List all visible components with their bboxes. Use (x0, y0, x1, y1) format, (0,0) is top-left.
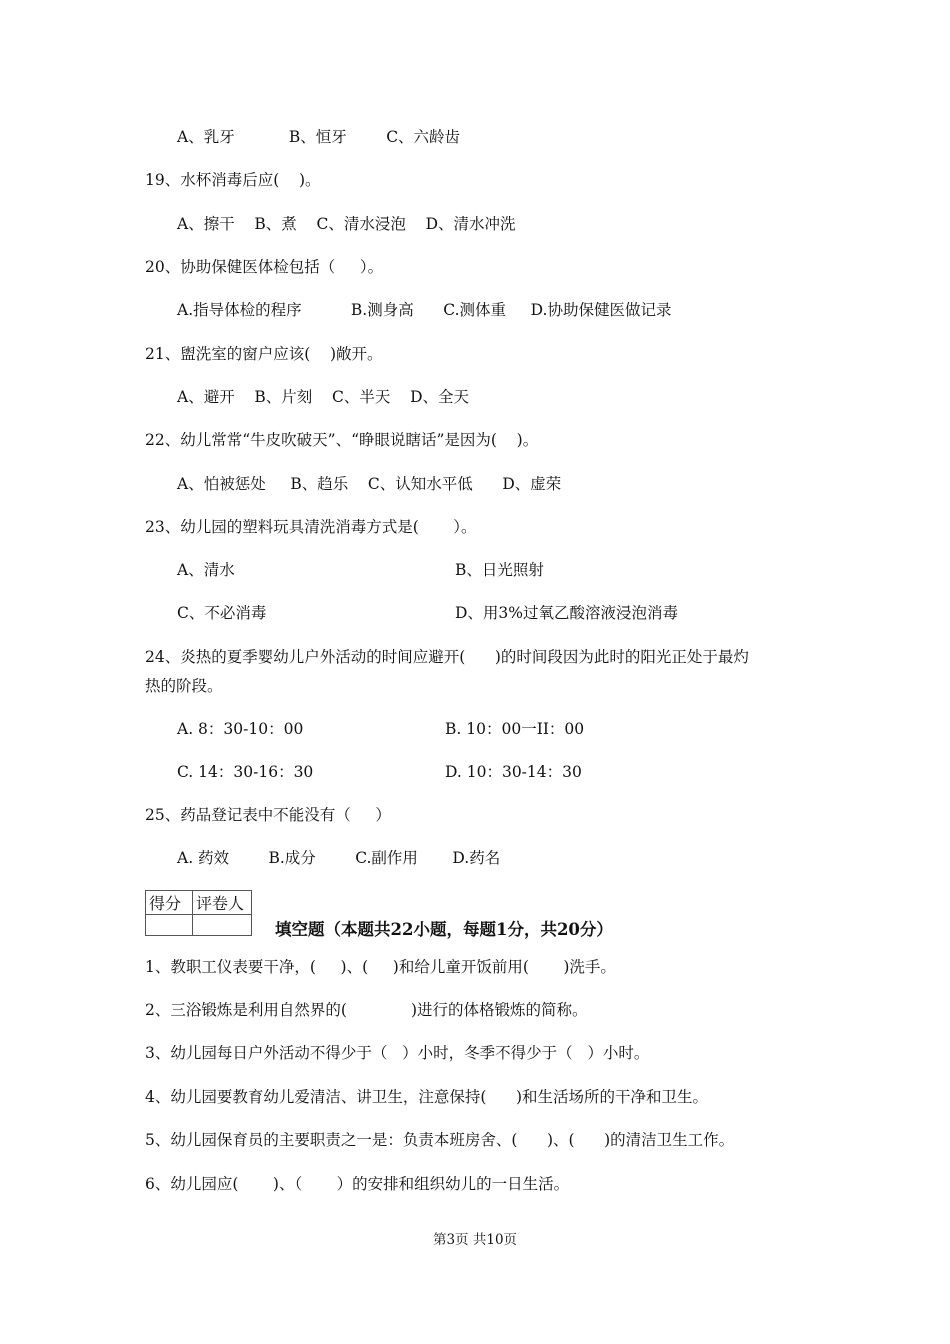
fill-question-1: 1、教职工仪表要干净，( )、( )和给儿童开饭前用( )洗手。 (145, 958, 616, 976)
question-stem: 21、盥洗室的窗户应该( )敞开。 (145, 345, 383, 363)
q25-options: A. 药效 B.成分 C.副作用 D.药名 (177, 849, 501, 867)
q24-option-b: B. 10：00一II：00 (445, 720, 585, 738)
section-title: 填空题（本题共22小题，每题1分，共20分） (275, 920, 613, 939)
reviewer-cell[interactable] (193, 915, 252, 936)
q23-option-a: A、清水 (177, 561, 235, 579)
q24-option-d: D. 10：30-14：30 (445, 763, 582, 781)
reviewer-header: 评卷人 (193, 891, 252, 915)
q23-option-c: C、不必消毒 (177, 604, 267, 622)
score-header: 得分 (146, 891, 193, 915)
question-stem: 20、协助保健医体检包括（ ）。 (145, 258, 384, 276)
question-stem: 23、幼儿园的塑料玩具清洗消毒方式是( ）。 (145, 518, 477, 536)
score-table (145, 890, 252, 936)
question-options: A、擦干 B、煮 C、清水浸泡 D、清水冲洗 (177, 215, 516, 233)
score-cell[interactable] (146, 915, 193, 936)
question-options: A、避开 B、片刻 C、半天 D、全天 (177, 388, 469, 406)
question-options: A、怕被惩处 B、趋乐 C、认知水平低 D、虚荣 (177, 475, 562, 493)
question-stem: 19、水杯消毒后应( )。 (145, 171, 321, 189)
q23-option-d: D、用3%过氧乙酸溶液浸泡消毒 (455, 604, 679, 622)
fill-question-3: 3、幼儿园每日户外活动不得少于（ ）小时，冬季不得少于（ ）小时。 (145, 1044, 650, 1062)
fill-question-5: 5、幼儿园保育员的主要职责之一是：负责本班房舍、( )、( )的清洁卫生工作。 (145, 1131, 735, 1149)
q23-option-b: B、日光照射 (455, 561, 544, 579)
question-options: A.指导体检的程序 B.测身高 C.测体重 D.协助保健医做记录 (177, 301, 672, 319)
q25-stem: 25、药品登记表中不能没有（ ） (145, 806, 391, 824)
q24-option-a: A. 8：30-10：00 (177, 720, 304, 738)
fill-question-4: 4、幼儿园要教育幼儿爱清洁、讲卫生，注意保持( )和生活场所的干净和卫生。 (145, 1088, 709, 1106)
q24-stem-cont: 热的阶段。 (145, 677, 223, 695)
q24-option-c: C. 14：30-16：30 (177, 763, 314, 781)
page-footer: 第3页 共10页 (432, 1232, 518, 1248)
q24-stem: 24、炎热的夏季婴幼儿户外活动的时间应避开( )的时间段因为此时的阳光正处于最灼 (145, 648, 749, 666)
question-stem: 22、幼儿常常“牛皮吹破天”、“睁眼说瞎话”是因为( )。 (145, 431, 539, 449)
fill-question-2: 2、三浴锻炼是利用自然界的( )进行的体格锻炼的简称。 (145, 1001, 588, 1019)
question-options: A、乳牙 B、恒牙 C、六龄齿 (177, 128, 461, 146)
fill-question-6: 6、幼儿园应( )、（ ）的安排和组织幼儿的一日生活。 (145, 1175, 570, 1193)
